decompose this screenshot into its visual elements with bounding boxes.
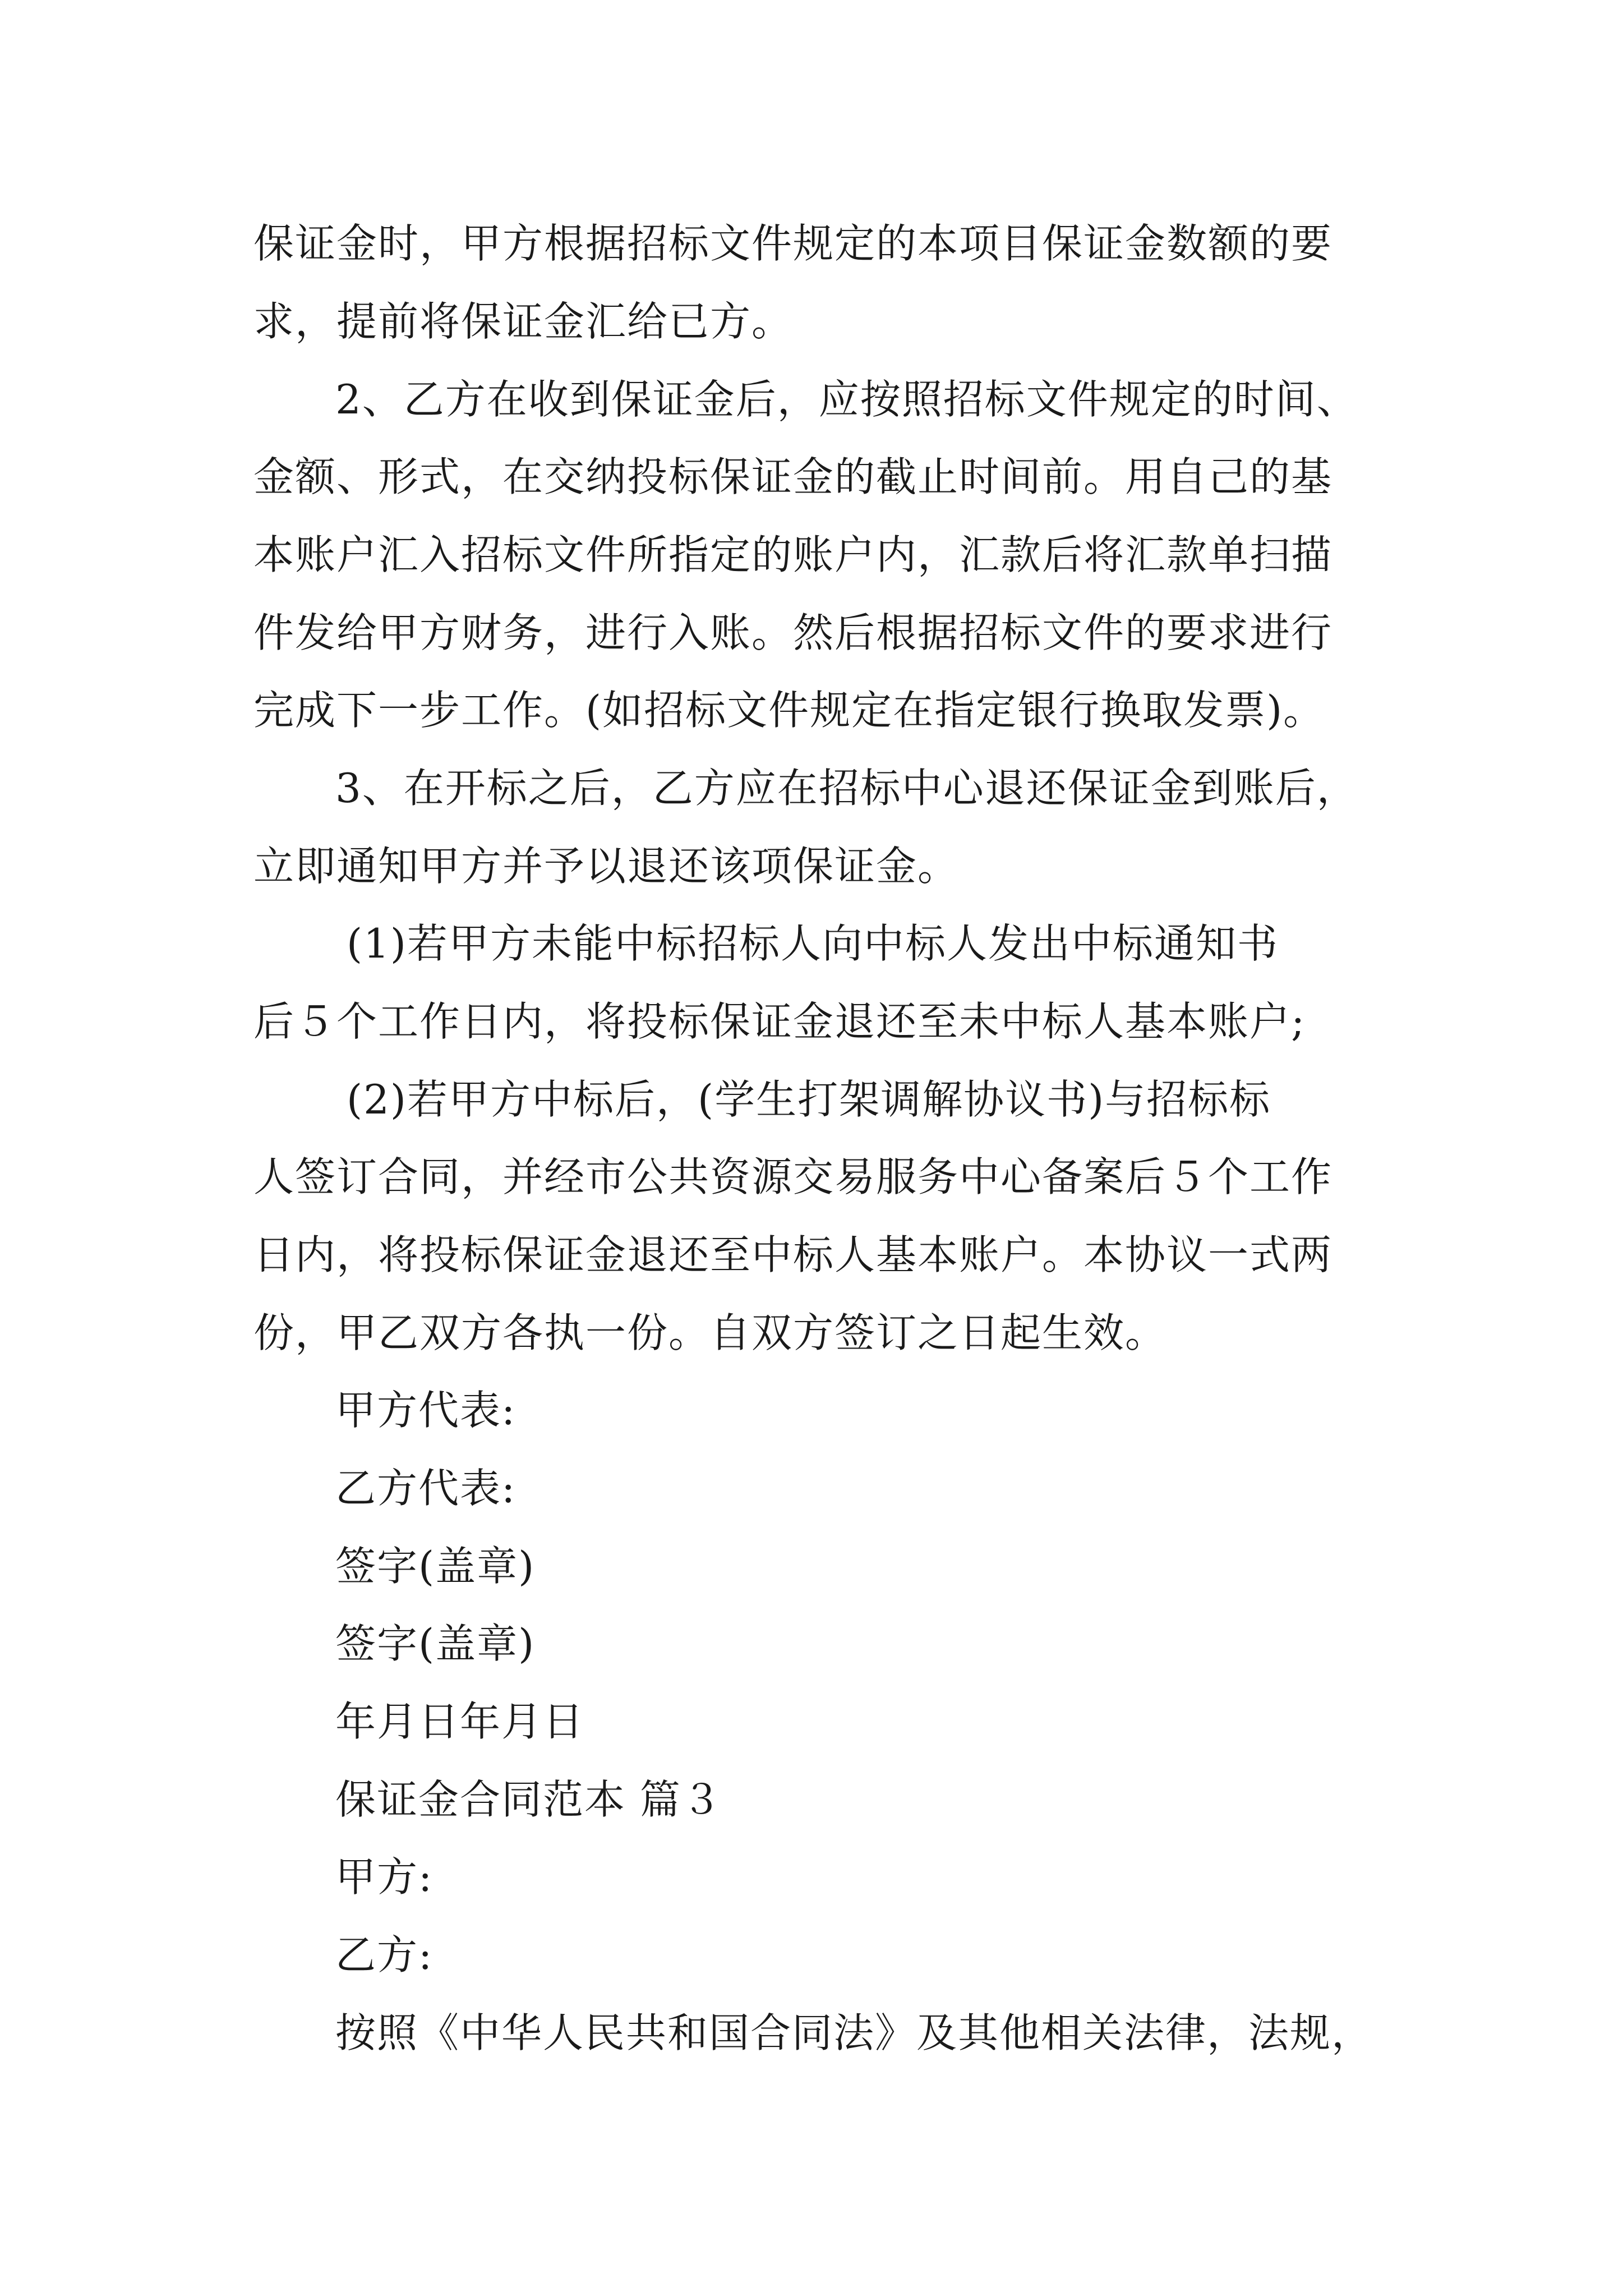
signature-label: 甲方代表: [335, 1387, 517, 1434]
party-label: 甲方: [335, 1853, 434, 1901]
paragraph-line: (1)若甲方未能中标招标人向中标人发出中标通知书 [347, 920, 1279, 967]
paragraph-line: 保证金时，甲方根据招标文件规定的本项目保证金数额的要 [253, 220, 1333, 267]
paragraph-line: 2、乙方在收到保证金后，应按照招标文件规定的时间、 [335, 376, 1358, 423]
paragraph-line: 本账户汇入招标文件所指定的账户内，汇款后将汇款单扫描 [253, 531, 1333, 578]
paragraph-line: 求，提前将保证金汇给已方。 [253, 298, 794, 345]
paragraph-line: 人签订合同，并经市公共资源交易服务中心备案后５个工作 [253, 1153, 1333, 1200]
paragraph-line: 3、在开标之后，乙方应在招标中心退还保证金到账后， [335, 765, 1358, 812]
paragraph-line: 件发给甲方财务，进行入账。然后根据招标文件的要求进行 [253, 609, 1333, 656]
signature-label: 签字(盖章) [335, 1620, 536, 1667]
paragraph-line: 立即通知甲方并予以退还该项保证金。 [253, 843, 960, 890]
section-heading: 保证金合同范本 篇３ [335, 1776, 723, 1823]
paragraph-line: (2)若甲方中标后，(学生打架调解协议书)与招标标 [347, 1076, 1271, 1123]
paragraph-line: 按照《中华人民共和国合同法》及其他相关法律，法规， [335, 2009, 1373, 2056]
paragraph-line: 金额、形式，在交纳投标保证金的截止时间前。用自己的基 [253, 453, 1333, 500]
paragraph-line: 份，甲乙双方各执一份。自双方签订之日起生效。 [253, 1309, 1167, 1356]
paragraph-line: 完成下一步工作。(如招标文件规定在指定银行换取发票)。 [253, 687, 1325, 734]
signature-label: 签字(盖章) [335, 1543, 536, 1590]
paragraph-line: 日内，将投标保证金退还至中标人基本账户。本协议一式两 [253, 1231, 1333, 1278]
paragraph-line: 后５个工作日内，将投标保证金退还至未中标人基本账户; [253, 998, 1306, 1045]
party-label: 乙方: [335, 1931, 434, 1978]
signature-label: 乙方代表: [335, 1465, 517, 1512]
date-line: 年月日年月日 [335, 1698, 585, 1745]
